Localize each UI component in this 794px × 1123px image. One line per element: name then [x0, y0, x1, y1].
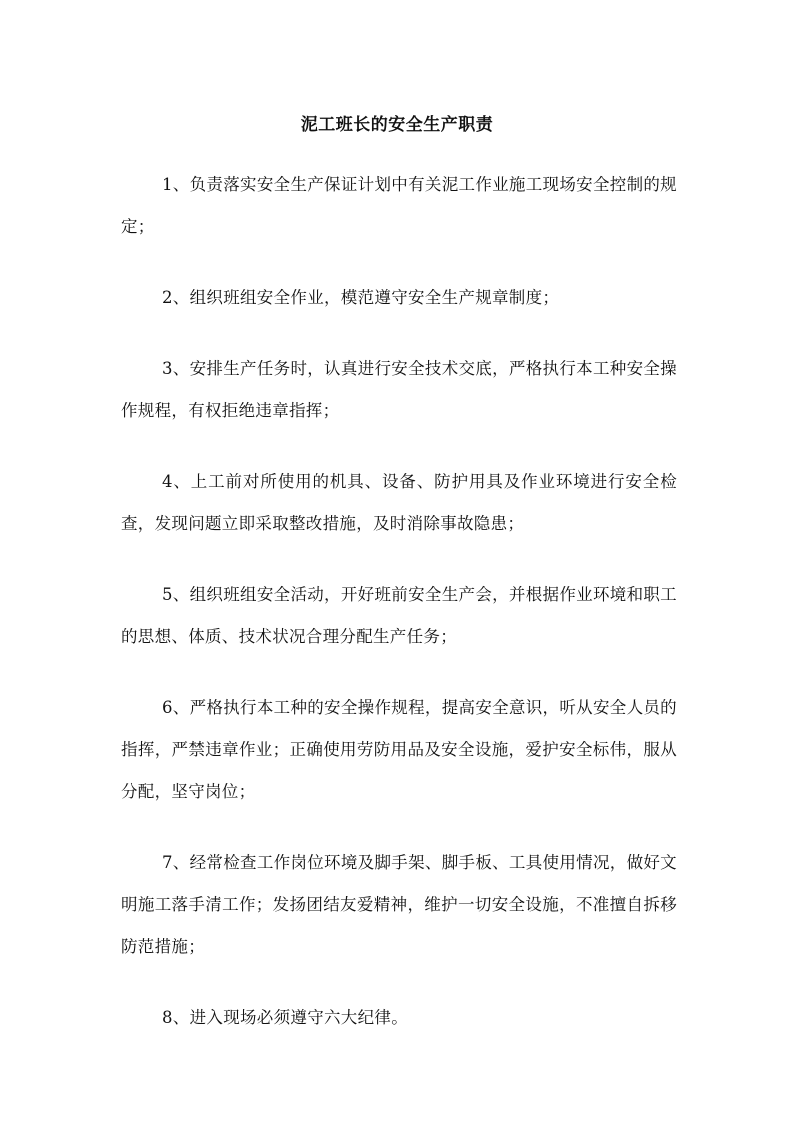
responsibility-item-6: 6、严格执行本工种的安全操作规程，提高安全意识，听从安全人员的指挥，严禁违章作业；正确使用劳防用品及安全设施，爱护安全标伟，服从分配，坚守岗位； — [121, 698, 677, 801]
document-title: 泥工班长的安全生产职责 — [300, 115, 494, 135]
responsibility-item-3: 3、安排生产任务时，认真进行安全技术交底，严格执行本工种安全操作规程，有权拒绝违章指挥； — [121, 359, 677, 420]
responsibility-item-5: 5、组织班组安全活动，开好班前安全生产会，并根据作业环境和职工的思想、体质、技术状况合理分配生产任务； — [121, 585, 677, 646]
responsibility-item-4: 4、上工前对所使用的机具、设备、防护用具及作业环境进行安全检查，发现问题立即采取整改措施，及时消除事故隐患； — [121, 472, 677, 533]
responsibility-list — [121, 164, 677, 1068]
responsibility-item-7: 7、经常检查工作岗位环境及脚手架、脚手板、工具使用情况，做好文明施工落手清工作；发扬团结友爱精神，维护一切安全设施，不准擅自拆移防范措施； — [121, 853, 677, 956]
responsibility-item-1: 1、负责落实安全生产保证计划中有关泥工作业施工现场安全控制的规定； — [121, 175, 677, 236]
responsibility-item-8: 8、进入现场必须遵守六大纪律。 — [162, 1008, 408, 1027]
responsibility-item-2: 2、组织班组安全作业，模范遵守安全生产规章制度； — [162, 288, 560, 307]
